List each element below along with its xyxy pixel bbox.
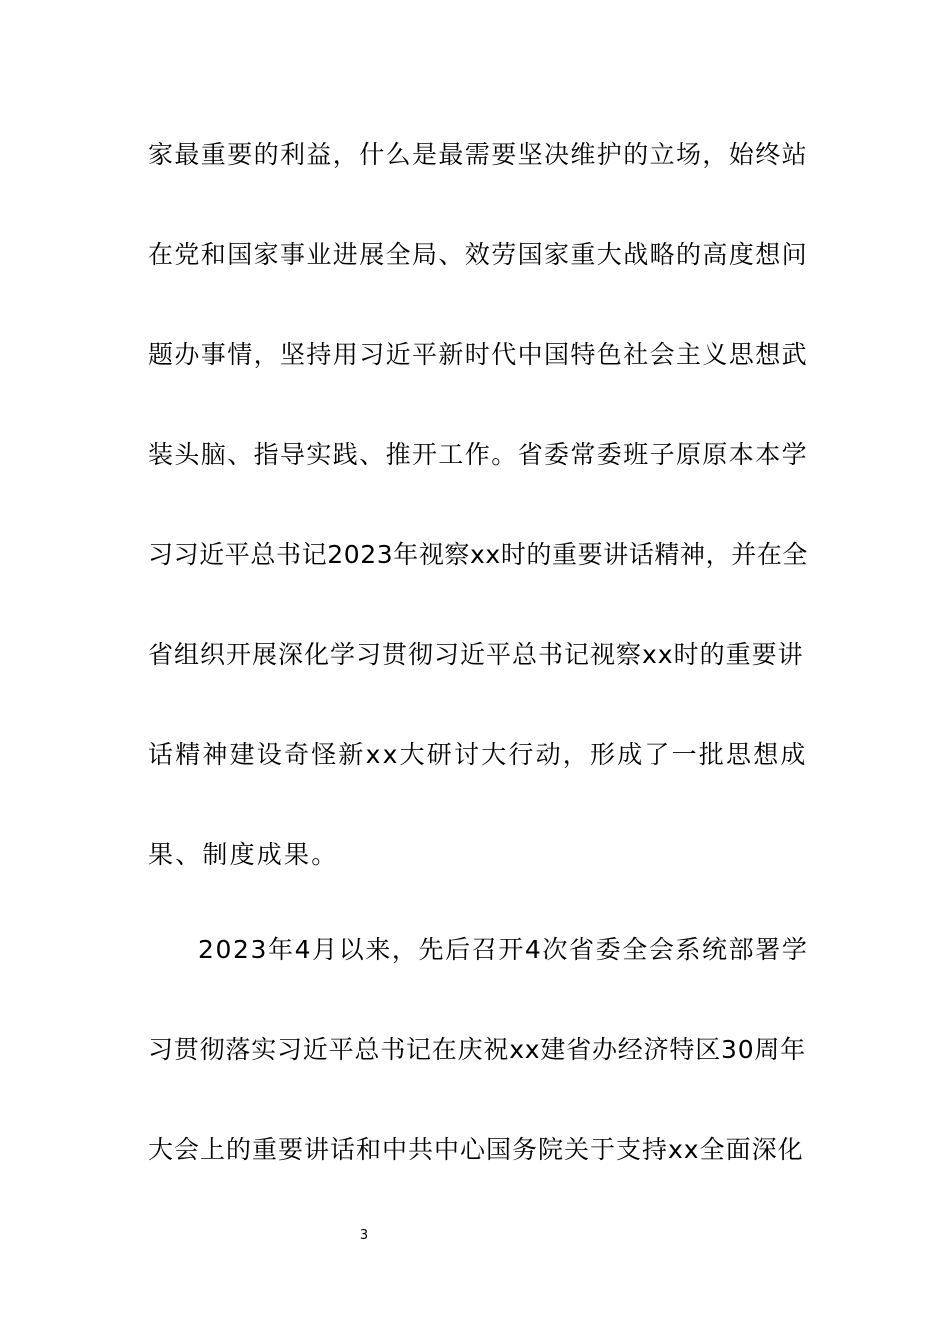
text-line: 习贯彻落实习近平总书记在庆祝xx建省办经济特区30周年 xyxy=(148,1035,807,1064)
text-line: 话精神建设奇怪新xx大研讨大行动，形成了一批思想成 xyxy=(148,740,808,769)
text-line-indented: 2023年4月以来，先后召开4次省委全会系统部署学 xyxy=(198,935,809,964)
text-line: 省组织开展深化学习贯彻习近平总书记视察xx时的重要讲 xyxy=(148,640,804,669)
text-line: 果、制度成果。 xyxy=(148,840,339,869)
text-line: 在党和国家事业进展全局、效劳国家重大战略的高度想问 xyxy=(148,240,809,269)
page-number: 3 xyxy=(359,1228,369,1243)
text-line: 家最重要的利益，什么是最需要坚决维护的立场，始终站 xyxy=(148,140,809,169)
text-line: 题办事情，坚持用习近平新时代中国特色社会主义思想武 xyxy=(148,340,809,369)
text-line: 装头脑、指导实践、推开工作。省委常委班子原原本本学 xyxy=(148,440,809,469)
text-line: 习习近平总书记2023年视察xx时的重要讲话精神，并在全 xyxy=(148,540,809,569)
text-line: 大会上的重要讲话和中共中心国务院关于支持xx全面深化 xyxy=(148,1135,804,1164)
